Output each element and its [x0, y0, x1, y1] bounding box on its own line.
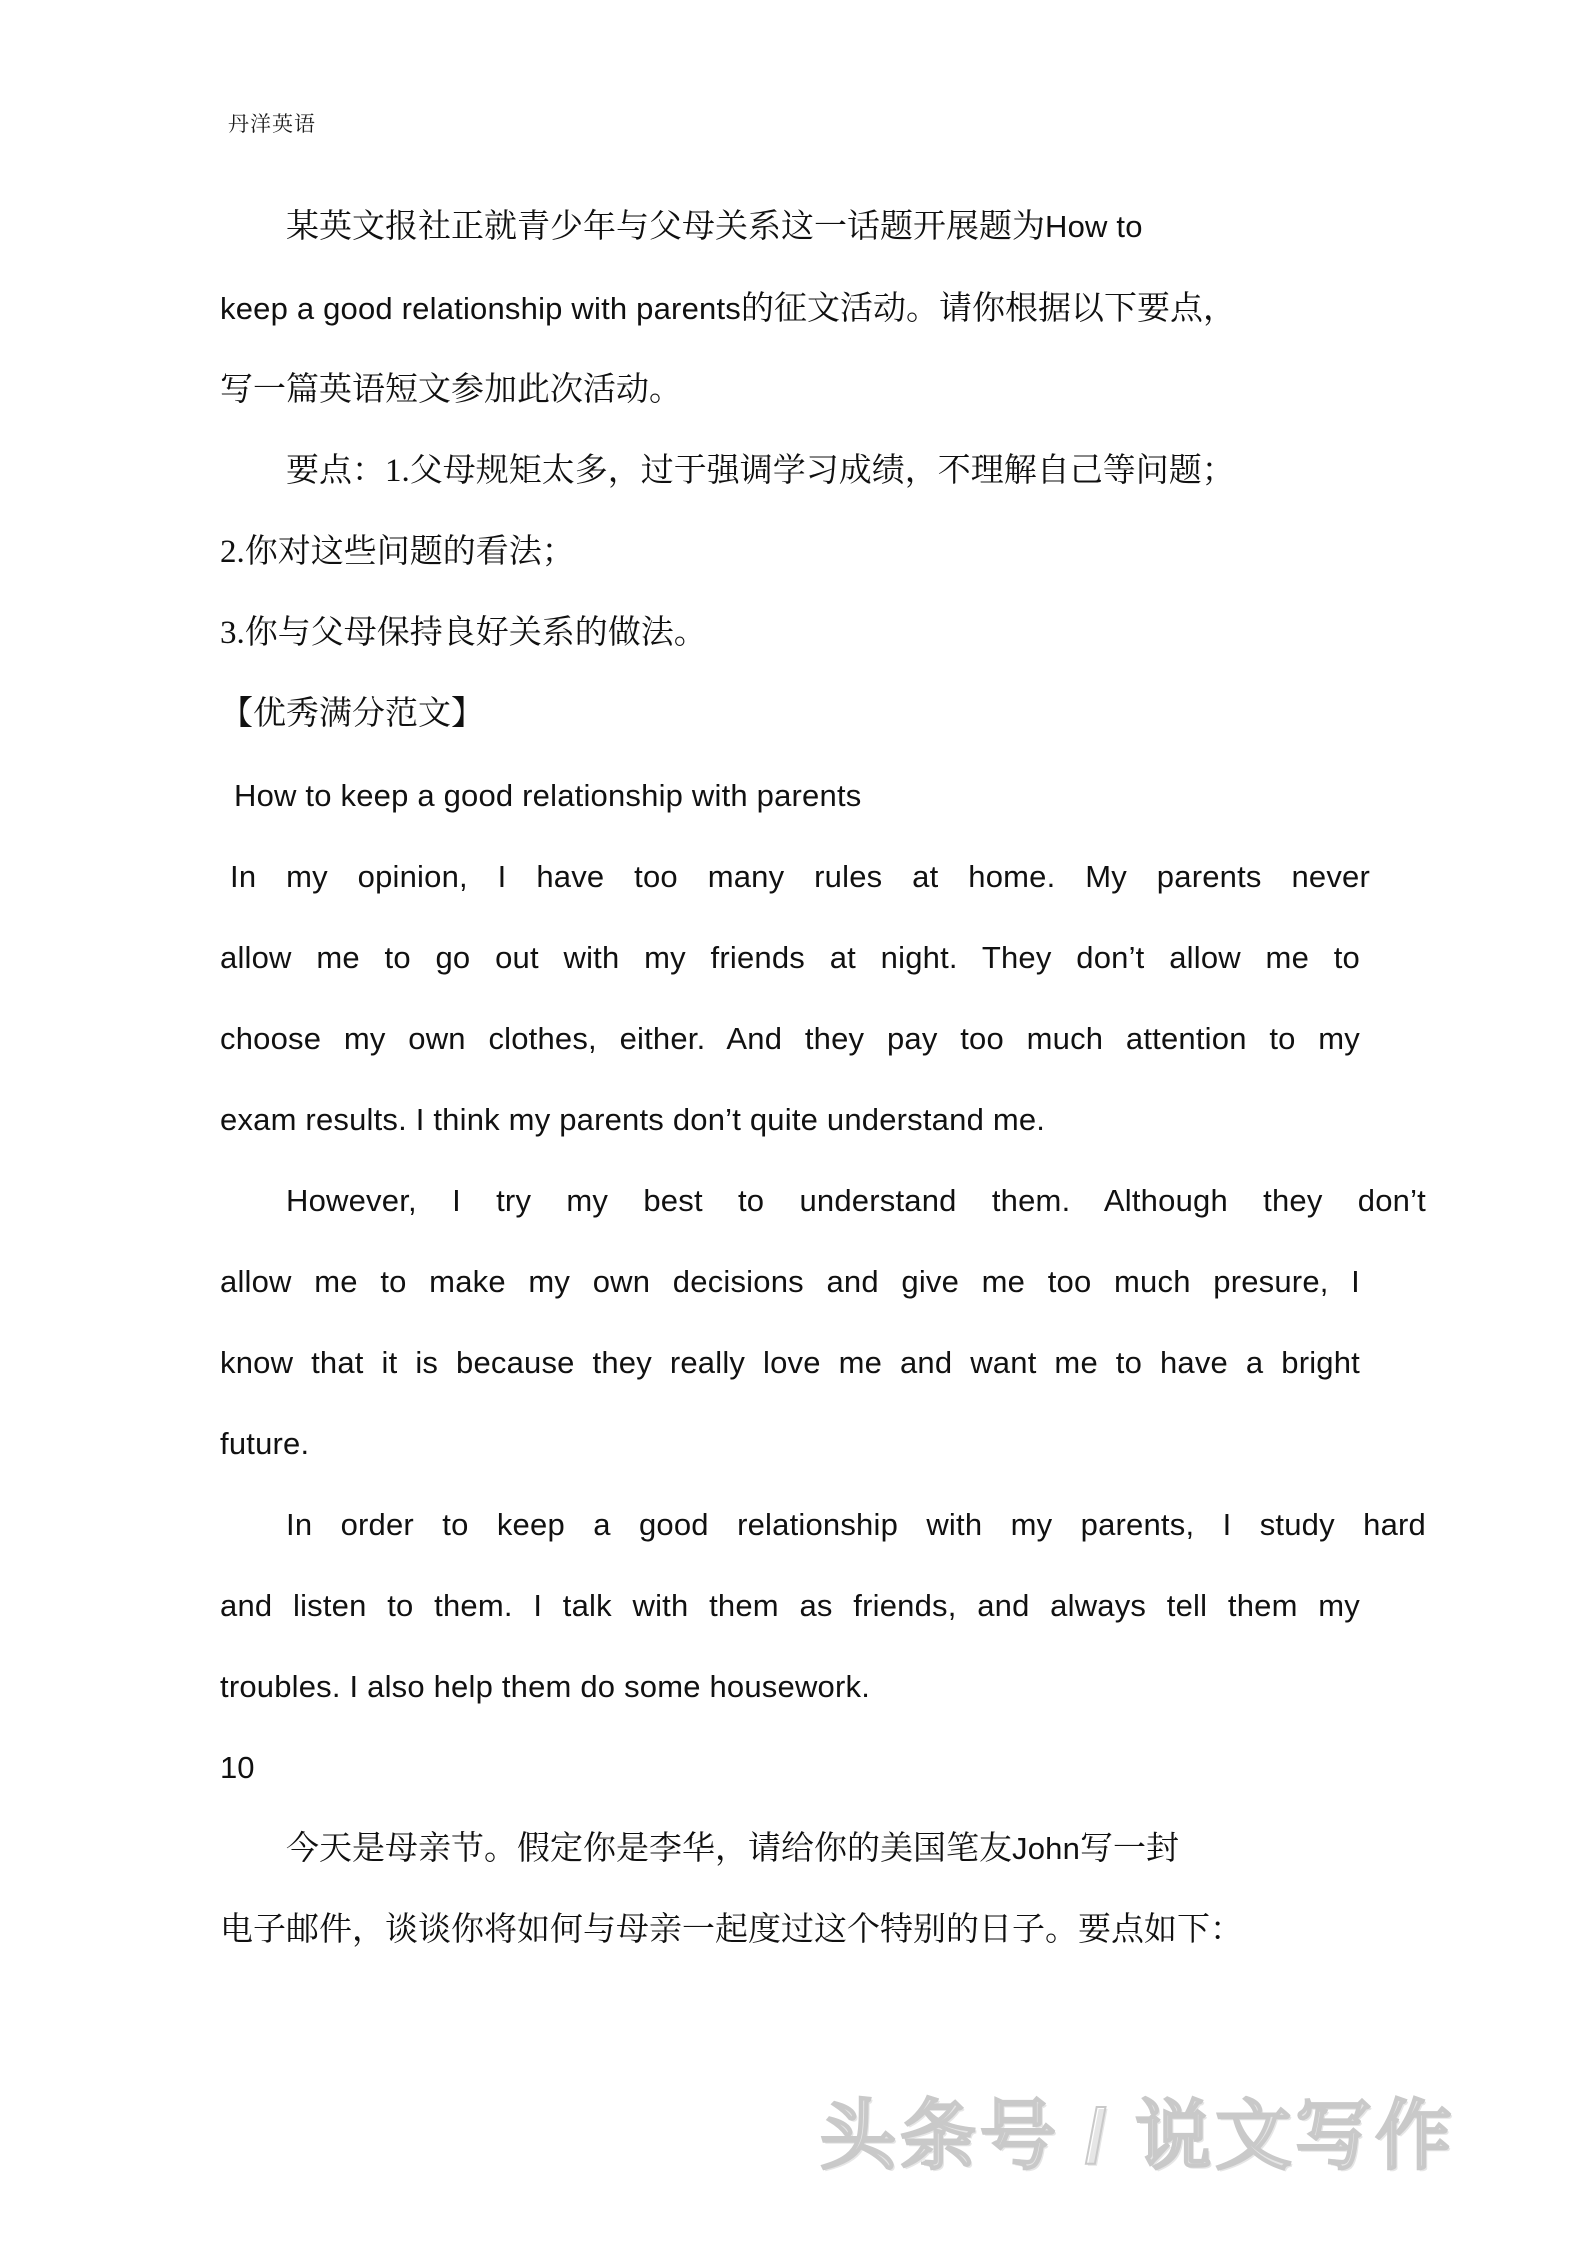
essay-p1-line-2: allow me to go out with my friends at night. They don’t allow me to [220, 940, 1360, 975]
prompt-line-3: 写一篇英语短文参加此次活动。 [220, 372, 682, 408]
next-item-line-2: 电子邮件，谈谈你将如何与母亲一起度过这个特别的日子。要点如下： [220, 1912, 1243, 1948]
prompt-line-2 [220, 268, 1360, 350]
prompt-line-1 [220, 186, 1360, 268]
prompt-line-1-en: How to [1045, 209, 1143, 244]
watermark: 头条号 / 说文写作 [820, 2094, 1456, 2179]
essay-p2-line-2: allow me to make my own decisions and give me too much presure, I [220, 1264, 1360, 1299]
essay-p2-line-4: future. [220, 1426, 310, 1461]
prompt-point-2: 2.你对这些问题的看法； [220, 534, 575, 570]
prompt-line-2-en: keep a good relationship with parents [220, 291, 741, 326]
next-item-line-1 [220, 1808, 1360, 1890]
essay-p3-line-3: troubles. I also help them do some housework. [220, 1669, 871, 1704]
essay-p2-line-3: know that it is because they really love me and want me to have a bright [220, 1345, 1360, 1380]
prompt-line-1-cn: 某英文报社正就青少年与父母关系这一话题开展题为 [286, 209, 1045, 245]
essay-p2-line-1: However, I try my best to understand them. Although they don’t [286, 1183, 1426, 1218]
next-item-line-1-cn-tail: 写一封 [1080, 1831, 1180, 1867]
essay-p3-line-1: In order to keep a good relationship with my parents, I study hard [286, 1507, 1426, 1542]
prompt-point-3: 3.你与父母保持良好关系的做法。 [220, 615, 707, 651]
model-essay-heading: 【优秀满分范文】 [220, 696, 484, 732]
prompt-points-line-1: 要点：1.父母规矩太多，过于强调学习成绩，不理解自己等问题； [286, 453, 1235, 489]
document-running-header: 丹洋英语 [228, 112, 316, 136]
next-item-line-1-en: John [1012, 1831, 1081, 1866]
essay-p1-line-4: exam results. I think my parents don’t quite understand me. [220, 1102, 1046, 1137]
document-body [220, 186, 1426, 1971]
model-essay-title: How to keep a good relationship with parents [234, 778, 862, 813]
essay-p1-line-1: In my opinion, I have too many rules at home. My parents never [230, 859, 1370, 894]
essay-p1-line-3: choose my own clothes, either. And they pay too much attention to my [220, 1021, 1360, 1056]
prompt-line-2-cn: 的征文活动。请你根据以下要点， [740, 291, 1236, 327]
item-number-10: 10 [220, 1750, 255, 1785]
essay-p3-line-2: and listen to them. I talk with them as friends, and always tell them my [220, 1588, 1360, 1623]
next-item-line-1-cn: 今天是母亲节。假定你是李华，请给你的美国笔友 [286, 1831, 1012, 1867]
